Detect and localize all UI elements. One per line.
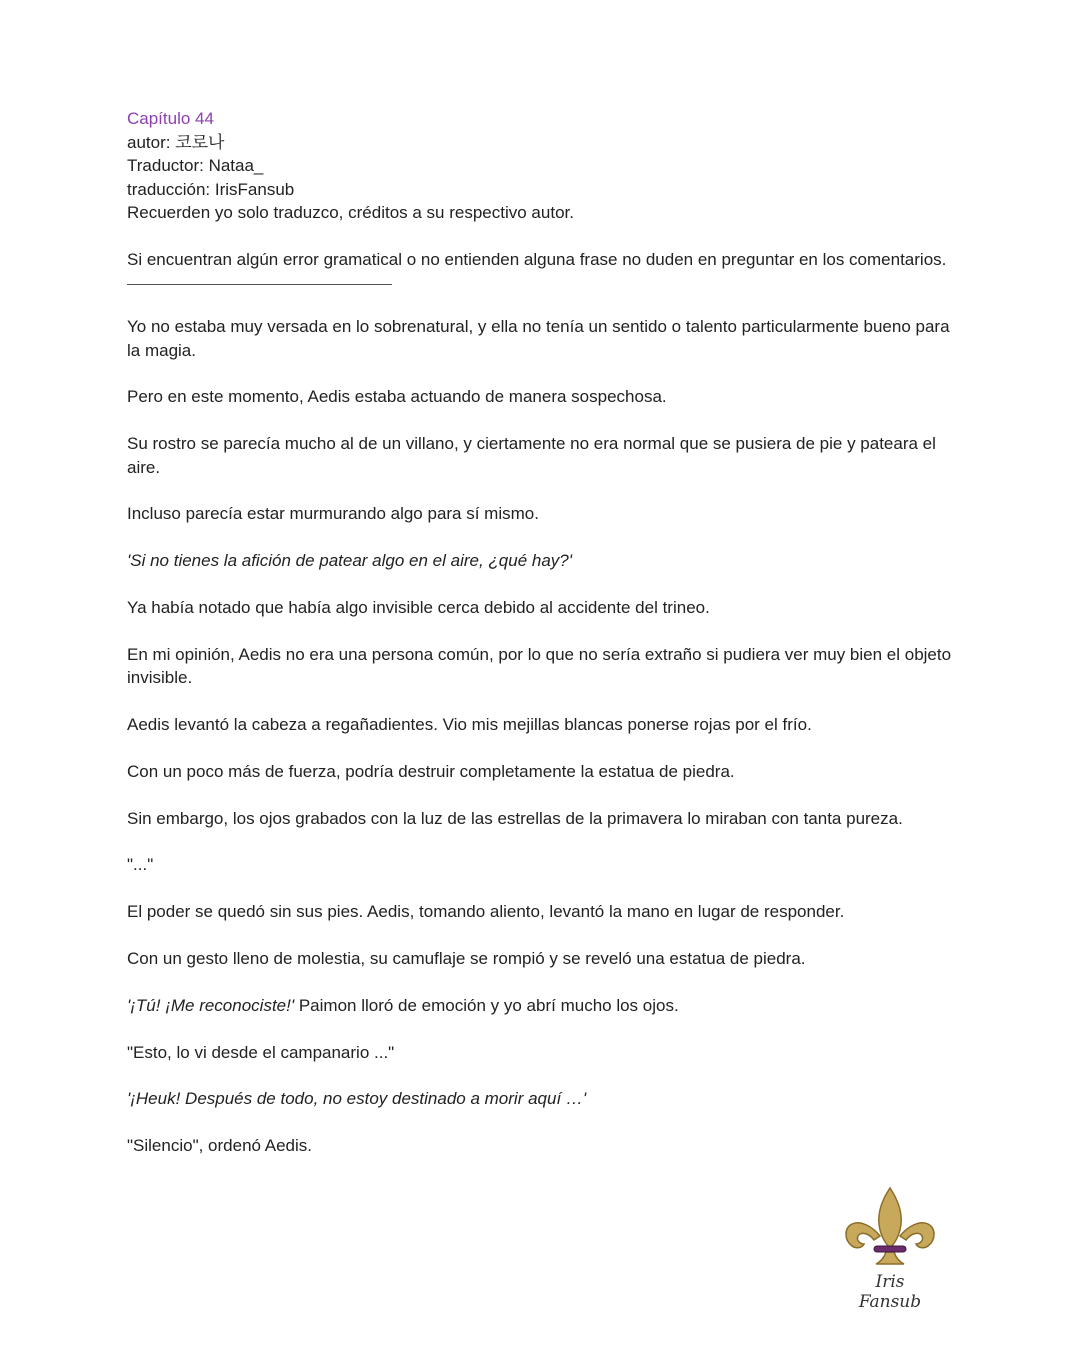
paragraph-3: Su rostro se parecía mucho al de un villano, y ciertamente no era normal que se pusiera de pie y pateara el aire. — [127, 434, 936, 477]
paragraph-10: Sin embargo, los ojos grabados con la luz de las estrellas de la primavera lo miraban con tanta pureza. — [127, 808, 903, 828]
spacer — [127, 225, 957, 248]
paragraph-15: "Esto, lo vi desde el campanario ..." — [127, 1042, 395, 1062]
iris-fansub-logo — [842, 1186, 938, 1312]
author-line: autor: 코로나 — [127, 132, 225, 152]
paragraph-16: '¡Heuk! Después de todo, no estoy destinado a morir aquí …' — [127, 1089, 587, 1109]
notice-paragraph: Si encuentran algún error gramatical o no entienden alguna frase no duden en preguntar en los comentarios. — [127, 249, 947, 269]
logo-text: Iris Fansub — [858, 1272, 922, 1312]
separator-rule — [127, 284, 392, 285]
reminder-line: Recuerden yo solo traduzco, créditos a su respectivo autor. — [127, 203, 574, 222]
paragraph-1: Yo no estaba muy versada en lo sobrenatural, y ella no tenía un sentido o talento particularmente bueno para la magia. — [127, 317, 950, 360]
document-page — [127, 107, 957, 1181]
translator-line: Traductor: Nataa_ — [127, 156, 264, 175]
paragraph-8: Aedis levantó la cabeza a regañadientes. Vio mis mejillas blancas ponerse rojas por el frío. — [127, 715, 812, 735]
paragraph-14-quote: '¡Tú! ¡Me reconociste!' — [127, 995, 295, 1015]
paragraph-2: Pero en este momento, Aedis estaba actuando de manera sospechosa. — [127, 387, 667, 407]
paragraph-14 — [127, 994, 957, 1018]
paragraph-7: En mi opinión, Aedis no era una persona común, por lo que no sería extraño si pudiera ver muy bien el objeto invisible. — [127, 644, 952, 688]
fleur-de-lis-icon — [842, 1186, 938, 1270]
paragraph-9: Con un poco más de fuerza, podría destruir completamente la estatua de piedra. — [127, 761, 735, 781]
paragraph-12: El poder se quedó sin sus pies. Aedis, tomando aliento, levantó la mano en lugar de responder. — [127, 902, 845, 922]
paragraph-14-rest: Paimon lloró de emoción y yo abrí mucho los ojos. — [294, 995, 679, 1015]
paragraph-13: Con un gesto lleno de molestia, su camuflaje se rompió y se reveló una estatua de piedra. — [127, 949, 806, 969]
paragraph-17: "Silencio", ordenó Aedis. — [127, 1136, 313, 1156]
chapter-title: Capítulo 44 — [127, 109, 214, 128]
paragraph-5: 'Si no tienes la afición de patear algo en el aire, ¿qué hay?' — [127, 551, 573, 571]
paragraph-4: Incluso parecía estar murmurando algo para sí mismo. — [127, 504, 539, 524]
paragraph-6: Ya había notado que había algo invisible cerca debido al accidente del trineo. — [127, 597, 710, 617]
translation-line: traducción: IrisFansub — [127, 179, 295, 199]
paragraph-11: "..." — [127, 855, 154, 875]
